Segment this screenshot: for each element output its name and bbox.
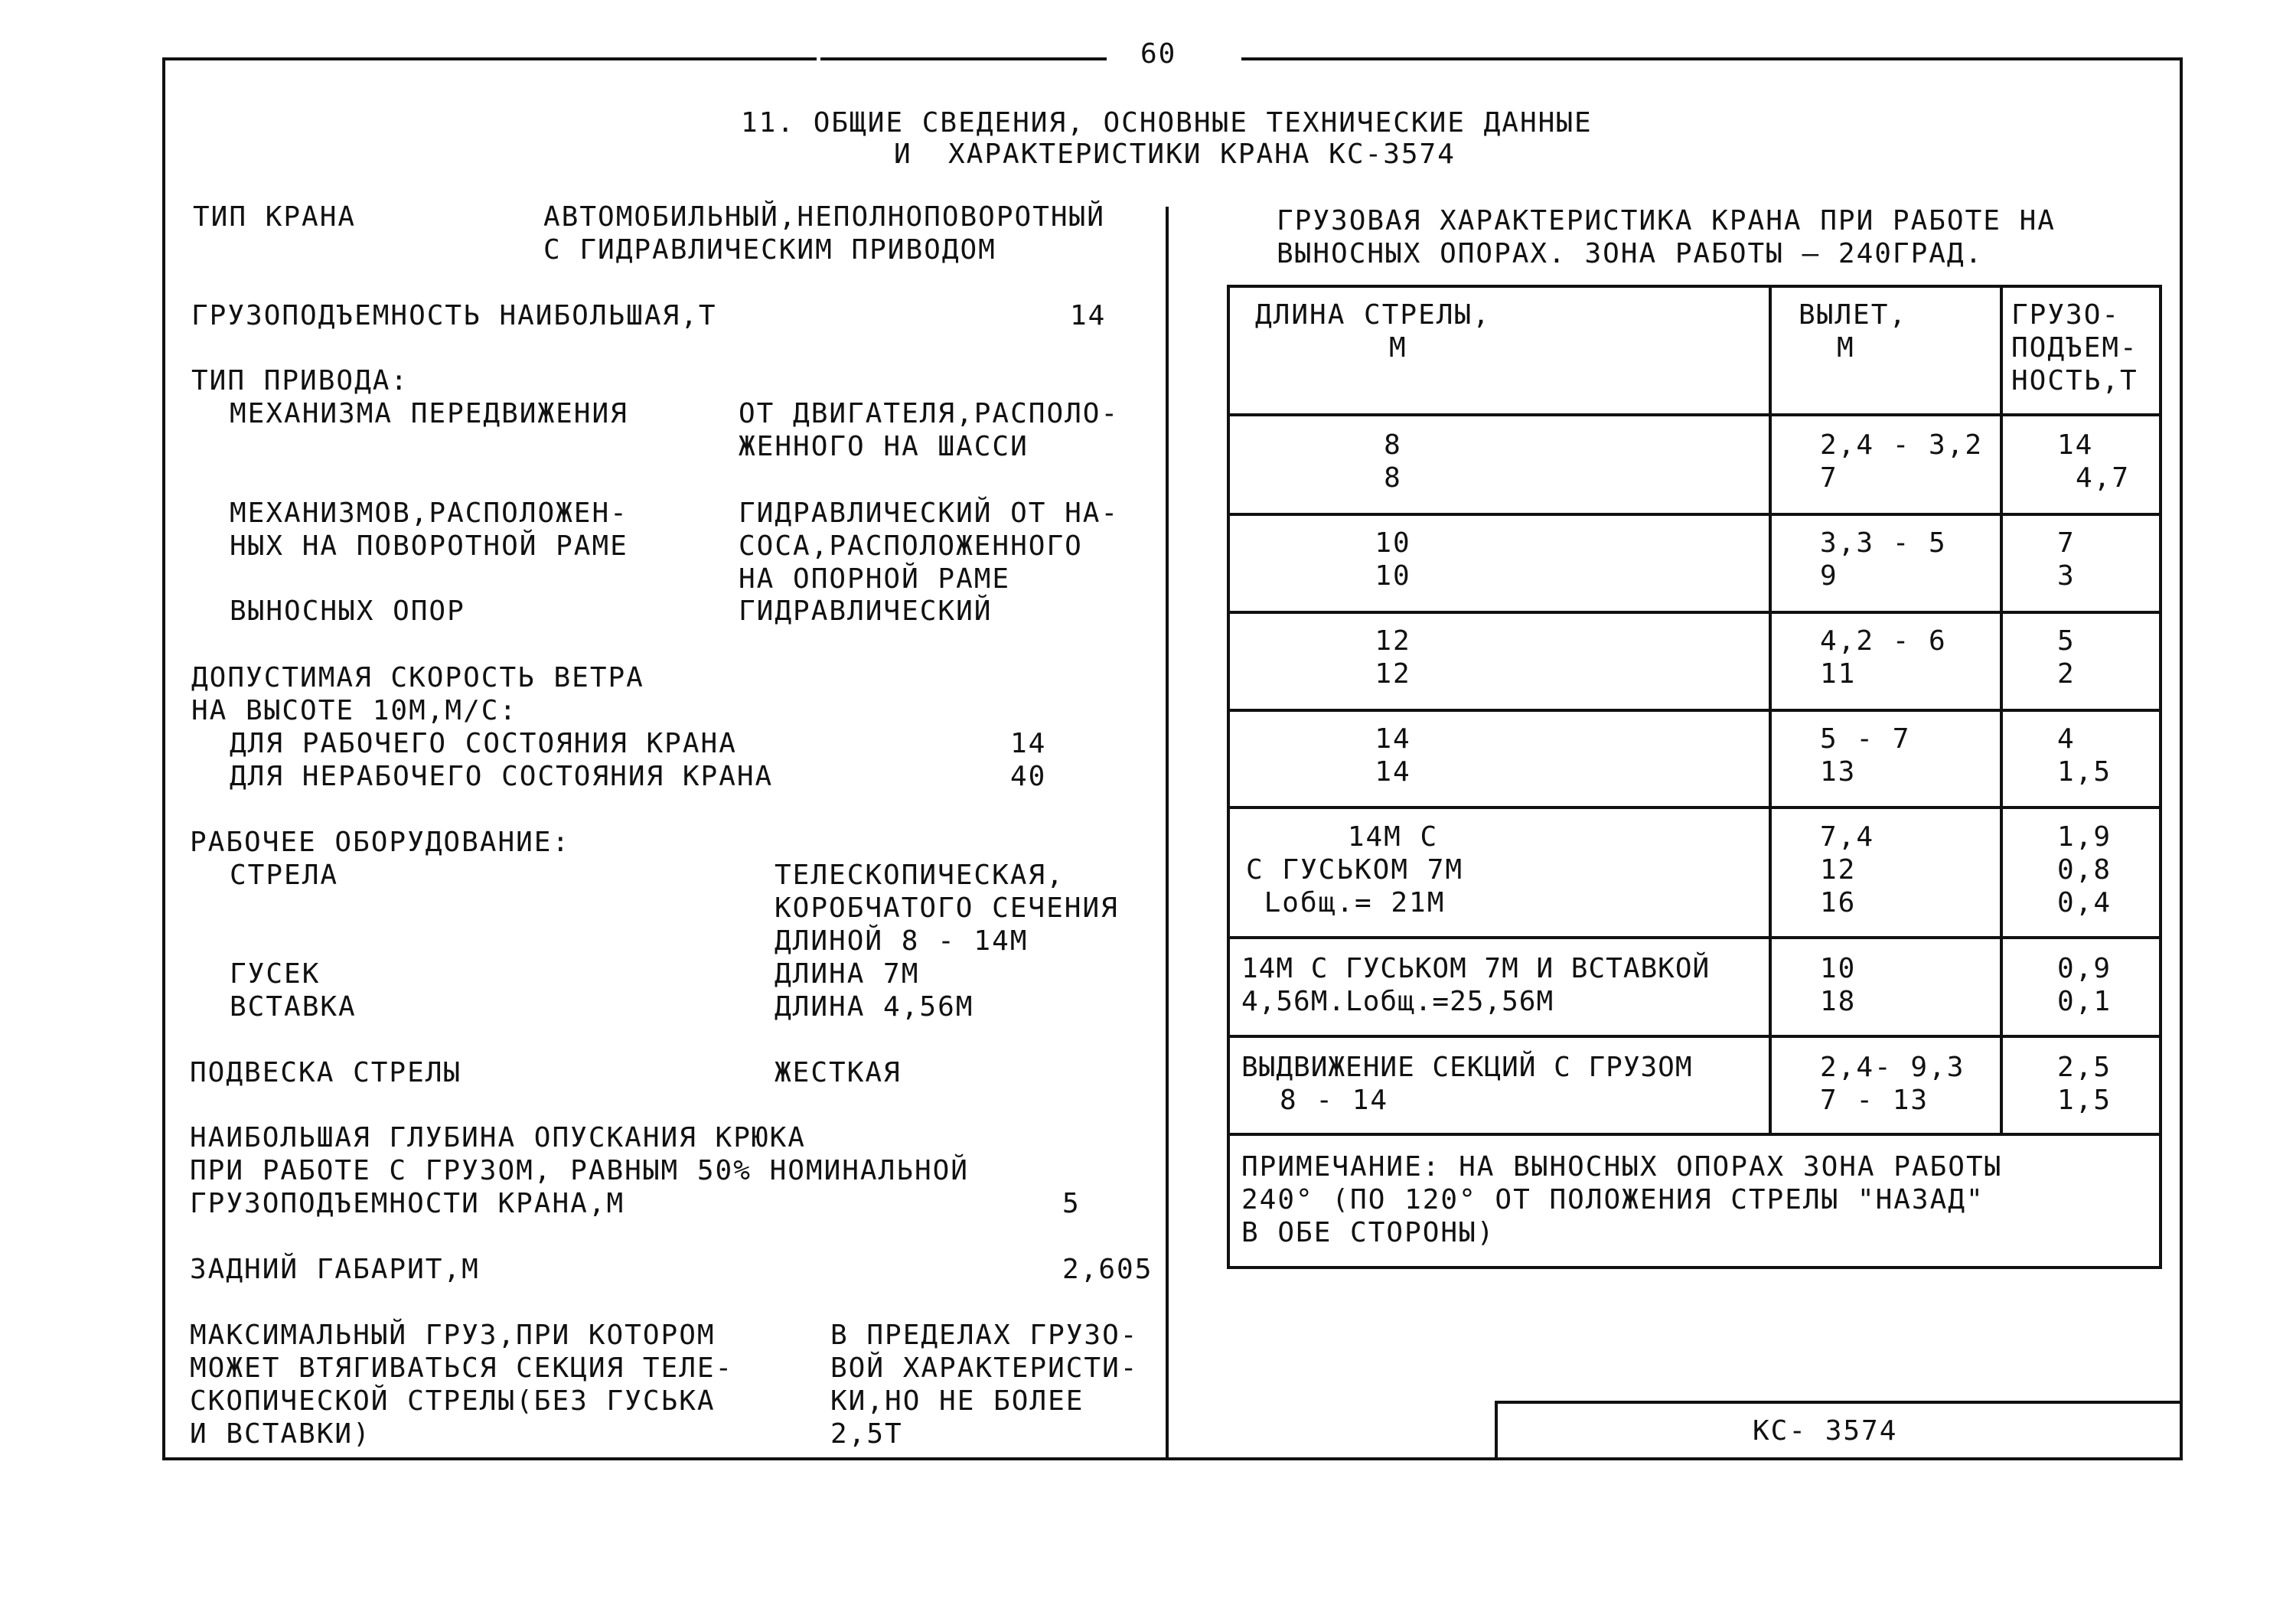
capacity-value: 14 [1070, 300, 1107, 331]
column-divider [1166, 207, 1169, 1460]
drive-rotary-label-1: МЕХАНИЗМОВ,РАСПОЛОЖЕН- [230, 498, 628, 529]
table-row-line [1227, 806, 2162, 809]
equipment-jib-value: ДЛИНА 7М [775, 958, 920, 990]
crane-type-label: ТИП КРАНА [193, 201, 357, 233]
table-cell-reach: 9 [1820, 560, 1838, 592]
table-cell-length: 8 [1384, 462, 1402, 494]
wind-idle-label: ДЛЯ НЕРАБОЧЕГО СОСТОЯНИЯ КРАНА [230, 761, 774, 792]
table-cell-reach: 10 [1820, 953, 1857, 984]
table-cell-reach: 7,4 [1820, 821, 1875, 853]
table-cell-load: 1,5 [2057, 1085, 2112, 1116]
table-cell-length: 4,56М.Lобщ.=25,56М [1241, 986, 1554, 1017]
max-load-label-1: МАКСИМАЛЬНЫЙ ГРУЗ,ПРИ КОТОРОМ [190, 1320, 716, 1351]
table-row-line [1227, 513, 2162, 516]
table-cell-load: 4 [2057, 723, 2076, 755]
crane-type-value-2: С ГИДРАВЛИЧЕСКИМ ПРИВОДОМ [543, 234, 996, 266]
table-cell-reach: 5 - 7 [1820, 723, 1911, 755]
drive-rotary-label-2: НЫХ НА ПОВОРОТНОЙ РАМЕ [230, 530, 628, 562]
equipment-boom-value-3: ДЛИНОЙ 8 - 14М [775, 925, 1029, 957]
hook-depth-label-2: ПРИ РАБОТЕ С ГРУЗОМ, РАВНЫМ 50% НОМИНАЛЬНОЙ [190, 1155, 969, 1186]
wind-label-1: ДОПУСТИМАЯ СКОРОСТЬ ВЕТРА [191, 662, 644, 693]
table-header-length-1: ДЛИНА СТРЕЛЫ, [1255, 299, 1491, 331]
drive-rotary-value-1: ГИДРАВЛИЧЕСКИЙ ОТ НА- [739, 498, 1120, 529]
max-load-label-4: И ВСТАВКИ) [190, 1418, 371, 1450]
table-cell-reach: 7 [1820, 462, 1838, 494]
table-cell-length: 12 [1375, 625, 1411, 657]
table-cell-reach: 13 [1820, 756, 1857, 788]
drive-travel-value-2: ЖЕННОГО НА ШАССИ [739, 431, 1029, 462]
equipment-jib-label: ГУСЕК [230, 958, 321, 990]
table-cell-reach: 2,4- 9,3 [1820, 1052, 1965, 1083]
drive-outrigger-label: ВЫНОСНЫХ ОПОР [230, 595, 465, 627]
drive-travel-value-1: ОТ ДВИГАТЕЛЯ,РАСПОЛО- [739, 398, 1120, 429]
table-cell-load: 3 [2057, 560, 2076, 592]
equipment-boom-value-2: КОРОБЧАТОГО СЕЧЕНИЯ [775, 892, 1119, 924]
table-cell-reach: 4,2 - 6 [1820, 625, 1947, 657]
drive-travel-label: МЕХАНИЗМА ПЕРЕДВИЖЕНИЯ [230, 398, 628, 429]
table-cell-length: ВЫДВИЖЕНИЕ СЕКЦИЙ С ГРУЗОМ [1241, 1052, 1693, 1083]
table-cell-length: 14М С [1347, 821, 1439, 853]
load-chart-heading-1: ГРУЗОВАЯ ХАРАКТЕРИСТИКА КРАНА ПРИ РАБОТЕ НА [1277, 205, 2056, 237]
max-load-value-4: 2,5Т [830, 1418, 903, 1450]
table-cell-load: 2,5 [2057, 1052, 2112, 1083]
table-cell-reach: 3,3 - 5 [1820, 527, 1947, 559]
table-cell-load: 5 [2057, 625, 2076, 657]
title-line-1: 11. ОБЩИЕ СВЕДЕНИЯ, ОСНОВНЫЕ ТЕХНИЧЕСКИЕ ДАННЫЕ [741, 107, 1593, 139]
table-cell-length: 8 [1384, 429, 1402, 461]
wind-working-label: ДЛЯ РАБОЧЕГО СОСТОЯНИЯ КРАНА [230, 728, 737, 759]
load-chart-heading-2: ВЫНОСНЫХ ОПОРАХ. ЗОНА РАБОТЫ — 240ГРАД. [1277, 238, 1984, 269]
table-cell-length: Lобщ.= 21М [1264, 887, 1446, 918]
table-cell-reach: 12 [1820, 854, 1857, 886]
table-cell-length: 12 [1375, 658, 1411, 690]
equipment-label: РАБОЧЕЕ ОБОРУДОВАНИЕ: [190, 827, 571, 858]
title-stamp: КС- 3574 [1753, 1415, 1898, 1447]
table-row-line [1227, 413, 2162, 416]
hook-depth-label-1: НАИБОЛЬШАЯ ГЛУБИНА ОПУСКАНИЯ КРЮКА [190, 1122, 806, 1153]
rear-label: ЗАДНИЙ ГАБАРИТ,М [190, 1254, 480, 1285]
table-row-line [1227, 709, 2162, 712]
table-cell-length: 14М С ГУСЬКОМ 7М И ВСТАВКОЙ [1241, 953, 1711, 984]
crane-type-value-1: АВТОМОБИЛЬНЫЙ,НЕПОЛНОПОВОРОТНЫЙ [543, 201, 1105, 233]
table-header-length-2: М [1389, 332, 1407, 364]
table-row-line [1227, 1133, 2162, 1136]
max-load-value-1: В ПРЕДЕЛАХ ГРУЗО- [830, 1320, 1139, 1351]
table-cell-length: 10 [1375, 560, 1411, 592]
suspension-value: ЖЕСТКАЯ [775, 1057, 902, 1088]
table-header-load-3: НОСТЬ,Т [2011, 365, 2138, 396]
table-cell-load: 0,8 [2057, 854, 2112, 886]
hook-depth-label-3: ГРУЗОПОДЪЕМНОСТИ КРАНА,М [190, 1188, 625, 1219]
max-load-label-2: МОЖЕТ ВТЯГИВАТЬСЯ СЕКЦИЯ ТЕЛЕ- [190, 1352, 734, 1384]
wind-idle-value: 40 [1010, 761, 1047, 792]
title-line-2: И ХАРАКТЕРИСТИКИ КРАНА КС-3574 [894, 139, 1456, 170]
table-cell-load: 7 [2057, 527, 2076, 559]
equipment-insert-label: ВСТАВКА [230, 991, 357, 1023]
table-row-line [1227, 611, 2162, 614]
table-cell-reach: 16 [1820, 887, 1857, 918]
table-cell-reach: 7 - 13 [1820, 1085, 1929, 1116]
table-cell-length: 10 [1375, 527, 1411, 559]
table-cell-length: 14 [1375, 756, 1411, 788]
drive-outrigger-value: ГИДРАВЛИЧЕСКИЙ [739, 595, 993, 627]
table-cell-load: 1,9 [2057, 821, 2112, 853]
capacity-label: ГРУЗОПОДЪЕМНОСТЬ НАИБОЛЬШАЯ,Т [191, 300, 717, 331]
equipment-boom-value-1: ТЕЛЕСКОПИЧЕСКАЯ, [775, 860, 1065, 891]
table-note-2: 240° (ПО 120° ОТ ПОЛОЖЕНИЯ СТРЕЛЫ "НАЗАД" [1241, 1184, 1985, 1215]
rear-value: 2,605 [1062, 1254, 1153, 1285]
table-cell-load: 0,9 [2057, 953, 2112, 984]
max-load-value-3: КИ,НО НЕ БОЛЕЕ [830, 1385, 1084, 1417]
table-cell-length: 14 [1375, 723, 1411, 755]
table-row-line [1227, 936, 2162, 939]
table-note-1: ПРИМЕЧАНИЕ: НА ВЫНОСНЫХ ОПОРАХ ЗОНА РАБОТЫ [1241, 1151, 2003, 1183]
table-cell-reach: 18 [1820, 986, 1857, 1017]
drive-rotary-value-3: НА ОПОРНОЙ РАМЕ [739, 563, 1011, 595]
table-cell-reach: 2,4 - 3,2 [1820, 429, 1984, 461]
wind-label-2: НА ВЫСОТЕ 10М,М/С: [191, 695, 518, 726]
table-note-3: В ОБЕ СТОРОНЫ) [1241, 1217, 1495, 1248]
hook-depth-value: 5 [1062, 1188, 1081, 1219]
drive-label: ТИП ПРИВОДА: [191, 365, 409, 396]
max-load-value-2: ВОЙ ХАРАКТЕРИСТИ- [830, 1352, 1139, 1384]
table-header-reach-2: М [1837, 332, 1855, 364]
max-load-label-3: СКОПИЧЕСКОЙ СТРЕЛЫ(БЕЗ ГУСЬКА [190, 1385, 716, 1417]
suspension-label: ПОДВЕСКА СТРЕЛЫ [190, 1057, 462, 1088]
table-cell-load: 1,5 [2057, 756, 2112, 788]
table-row-line [1227, 1035, 2162, 1038]
table-cell-length: С ГУСЬКОМ 7М [1245, 854, 1464, 886]
table-cell-load: 0,4 [2057, 887, 2112, 918]
table-cell-load: 14 [2057, 429, 2094, 461]
wind-working-value: 14 [1010, 728, 1047, 759]
equipment-boom-label: СТРЕЛА [230, 860, 339, 891]
table-cell-load: 0,1 [2057, 986, 2112, 1017]
page-number: 60 [1140, 38, 1177, 70]
equipment-insert-value: ДЛИНА 4,56М [775, 991, 974, 1023]
table-cell-load: 2 [2057, 658, 2076, 690]
table-cell-load: 4,7 [2076, 462, 2131, 494]
table-header-reach-1: ВЫЛЕТ, [1799, 299, 1908, 331]
drive-rotary-value-2: СОСА,РАСПОЛОЖЕННОГО [739, 530, 1083, 562]
table-header-load-1: ГРУЗО- [2011, 299, 2121, 331]
table-cell-reach: 11 [1820, 658, 1857, 690]
table-header-load-2: ПОДЪЕМ- [2011, 332, 2138, 364]
table-cell-length: 8 - 14 [1280, 1085, 1389, 1116]
